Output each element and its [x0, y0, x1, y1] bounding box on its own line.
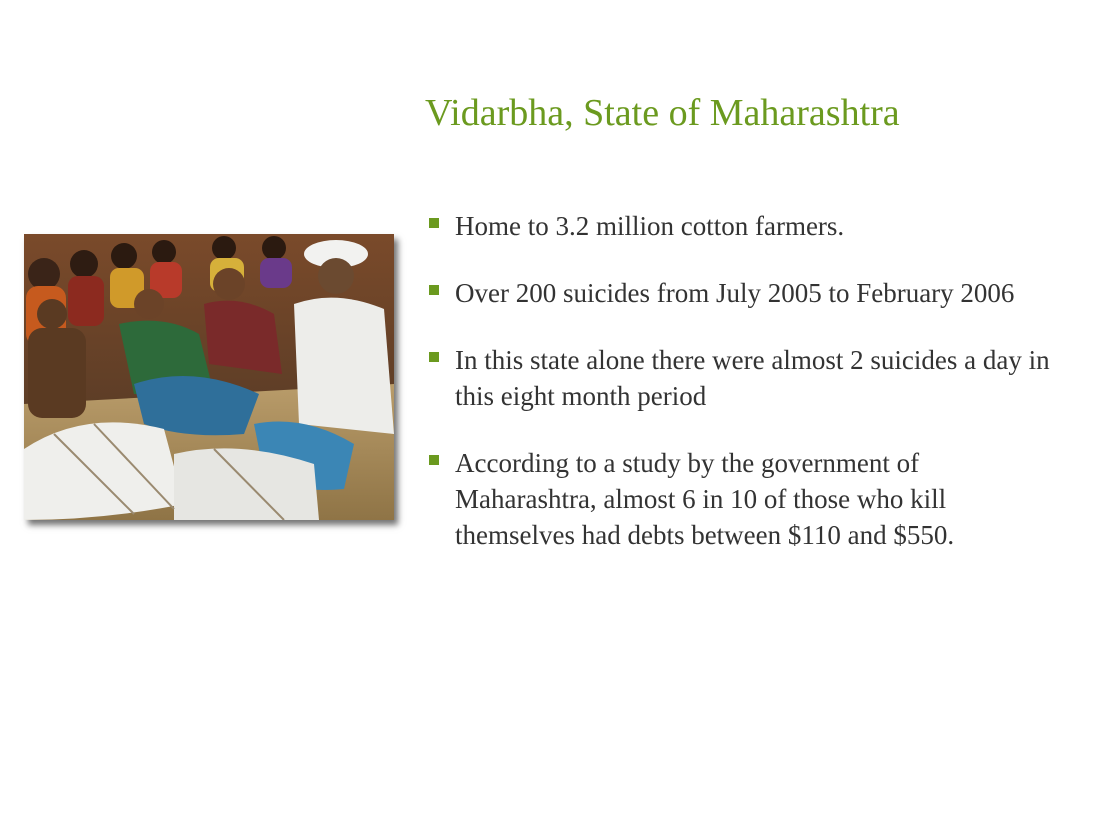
bullet-list	[426, 208, 1056, 584]
square-bullet-icon	[429, 455, 439, 465]
square-bullet-icon	[429, 218, 439, 228]
bullet-item	[426, 445, 1056, 553]
bullet-item	[426, 342, 1056, 414]
bullet-item	[426, 208, 1056, 244]
square-bullet-icon	[429, 285, 439, 295]
photo-grieving-family-image	[24, 234, 394, 520]
bullet-text: In this state alone there were almost 2 suicides a day in this eight month period	[455, 345, 1050, 411]
bullet-text: According to a study by the government of Maharashtra, almost 6 in 10 of those who kill themselves had debts between $110 and $550.	[455, 448, 955, 550]
slide-photo	[24, 234, 394, 520]
bullet-text: Over 200 suicides from July 2005 to February 2006	[455, 278, 1015, 308]
bullet-item	[426, 275, 1056, 311]
bullet-text: Home to 3.2 million cotton farmers.	[455, 211, 845, 241]
square-bullet-icon	[429, 352, 439, 362]
slide-title: Vidarbha, State of Maharashtra	[425, 92, 900, 134]
